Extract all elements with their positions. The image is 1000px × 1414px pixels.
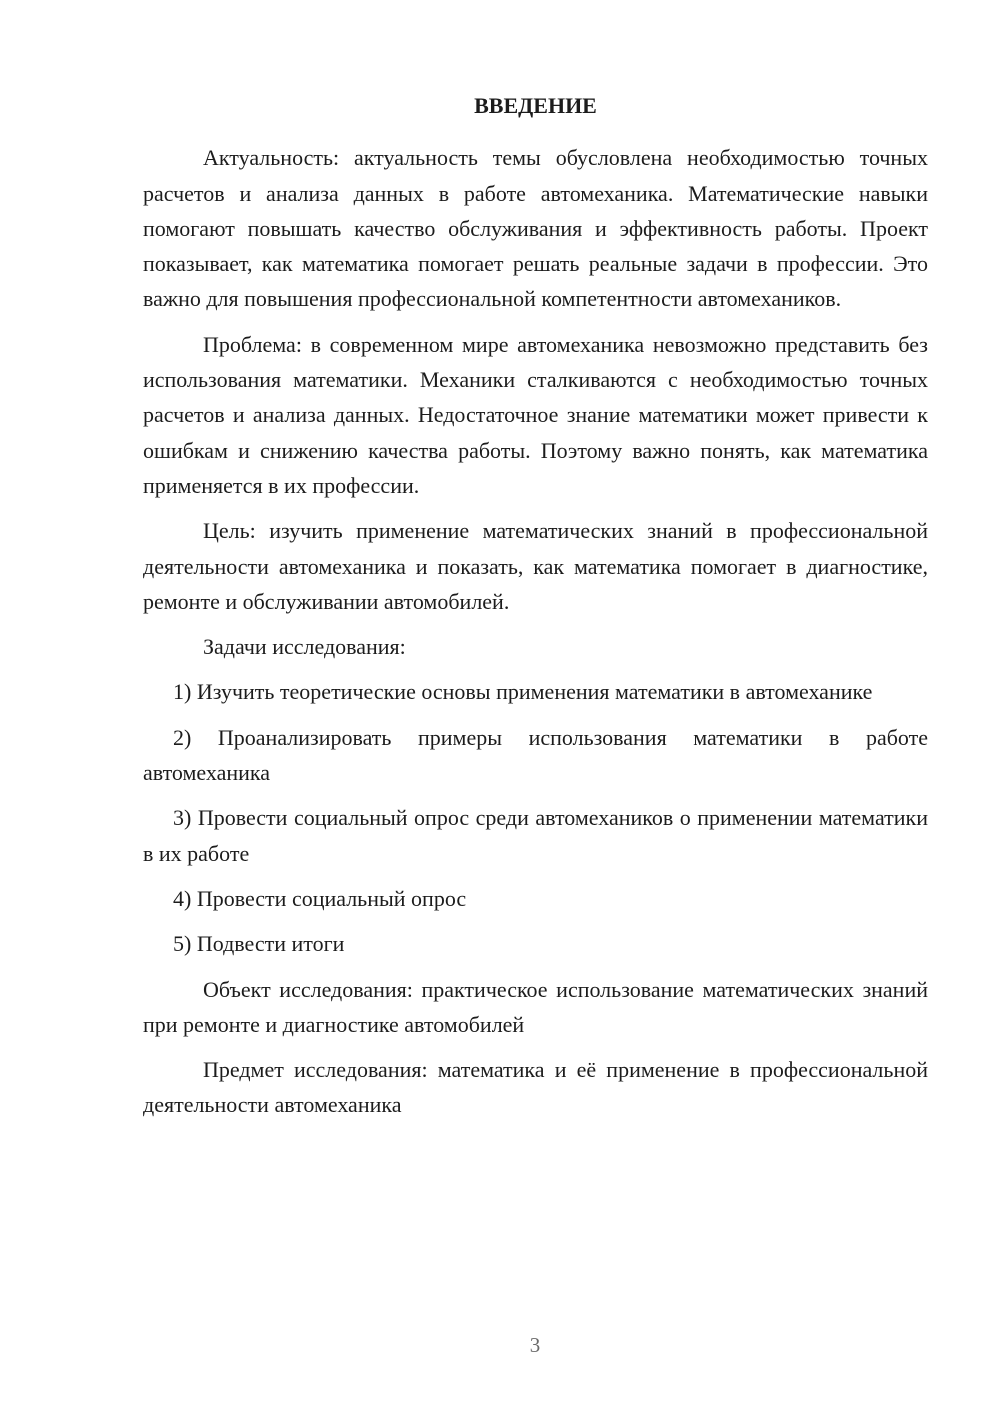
paragraph-subject: Предмет исследования: математика и её применение в профессиональной деятельности автомеханика [143,1057,928,1118]
paragraph-object: Объект исследования: практическое использование математических знаний при ремонте и диагностике автомобилей [143,976,928,1037]
list-item: 5) Подвести итоги [173,931,345,957]
page-title: ВВЕДЕНИЕ [474,93,597,118]
tasks-label: Задачи исследования: [203,634,406,660]
paragraph-relevance: Актуальность: актуальность темы обусловлена необходимостью точных расчетов и анализа данных в работе автомеханика. Математические навыки помогают повышать качество обслуживания и эффективность работы. Проект показывает, как математика помогает решать реальные задачи в профессии. Это важно для повышения профессиональной компетентности автомехаников. [143,145,928,312]
tasks-list [143,674,928,961]
paragraph-problem: Проблема: в современном мире автомеханика невозможно представить без использования математики. Механики сталкиваются с необходимостью точных расчетов и анализа данных. Недостаточное знание математики может привести к ошибкам и снижению качества работы. Поэтому важно понять, как математика применяется в их профессии. [143,331,928,498]
page-number: 3 [529,1333,541,1357]
list-item: 1) Изучить теоретические основы применения математики в автомеханике [173,679,873,705]
paragraph-goal: Цель: изучить применение математических знаний в профессиональной деятельности автомеханика и показать, как математика помогает в диагностике, ремонте и обслуживании автомобилей. [143,518,928,614]
document-page [143,88,928,1133]
list-item: 4) Провести социальный опрос [173,885,467,911]
list-item: 2) Проанализировать примеры использования математики в работе автомеханика [143,724,928,786]
list-item: 3) Провести социальный опрос среди автомехаников о применении математики в их работе [143,805,928,866]
